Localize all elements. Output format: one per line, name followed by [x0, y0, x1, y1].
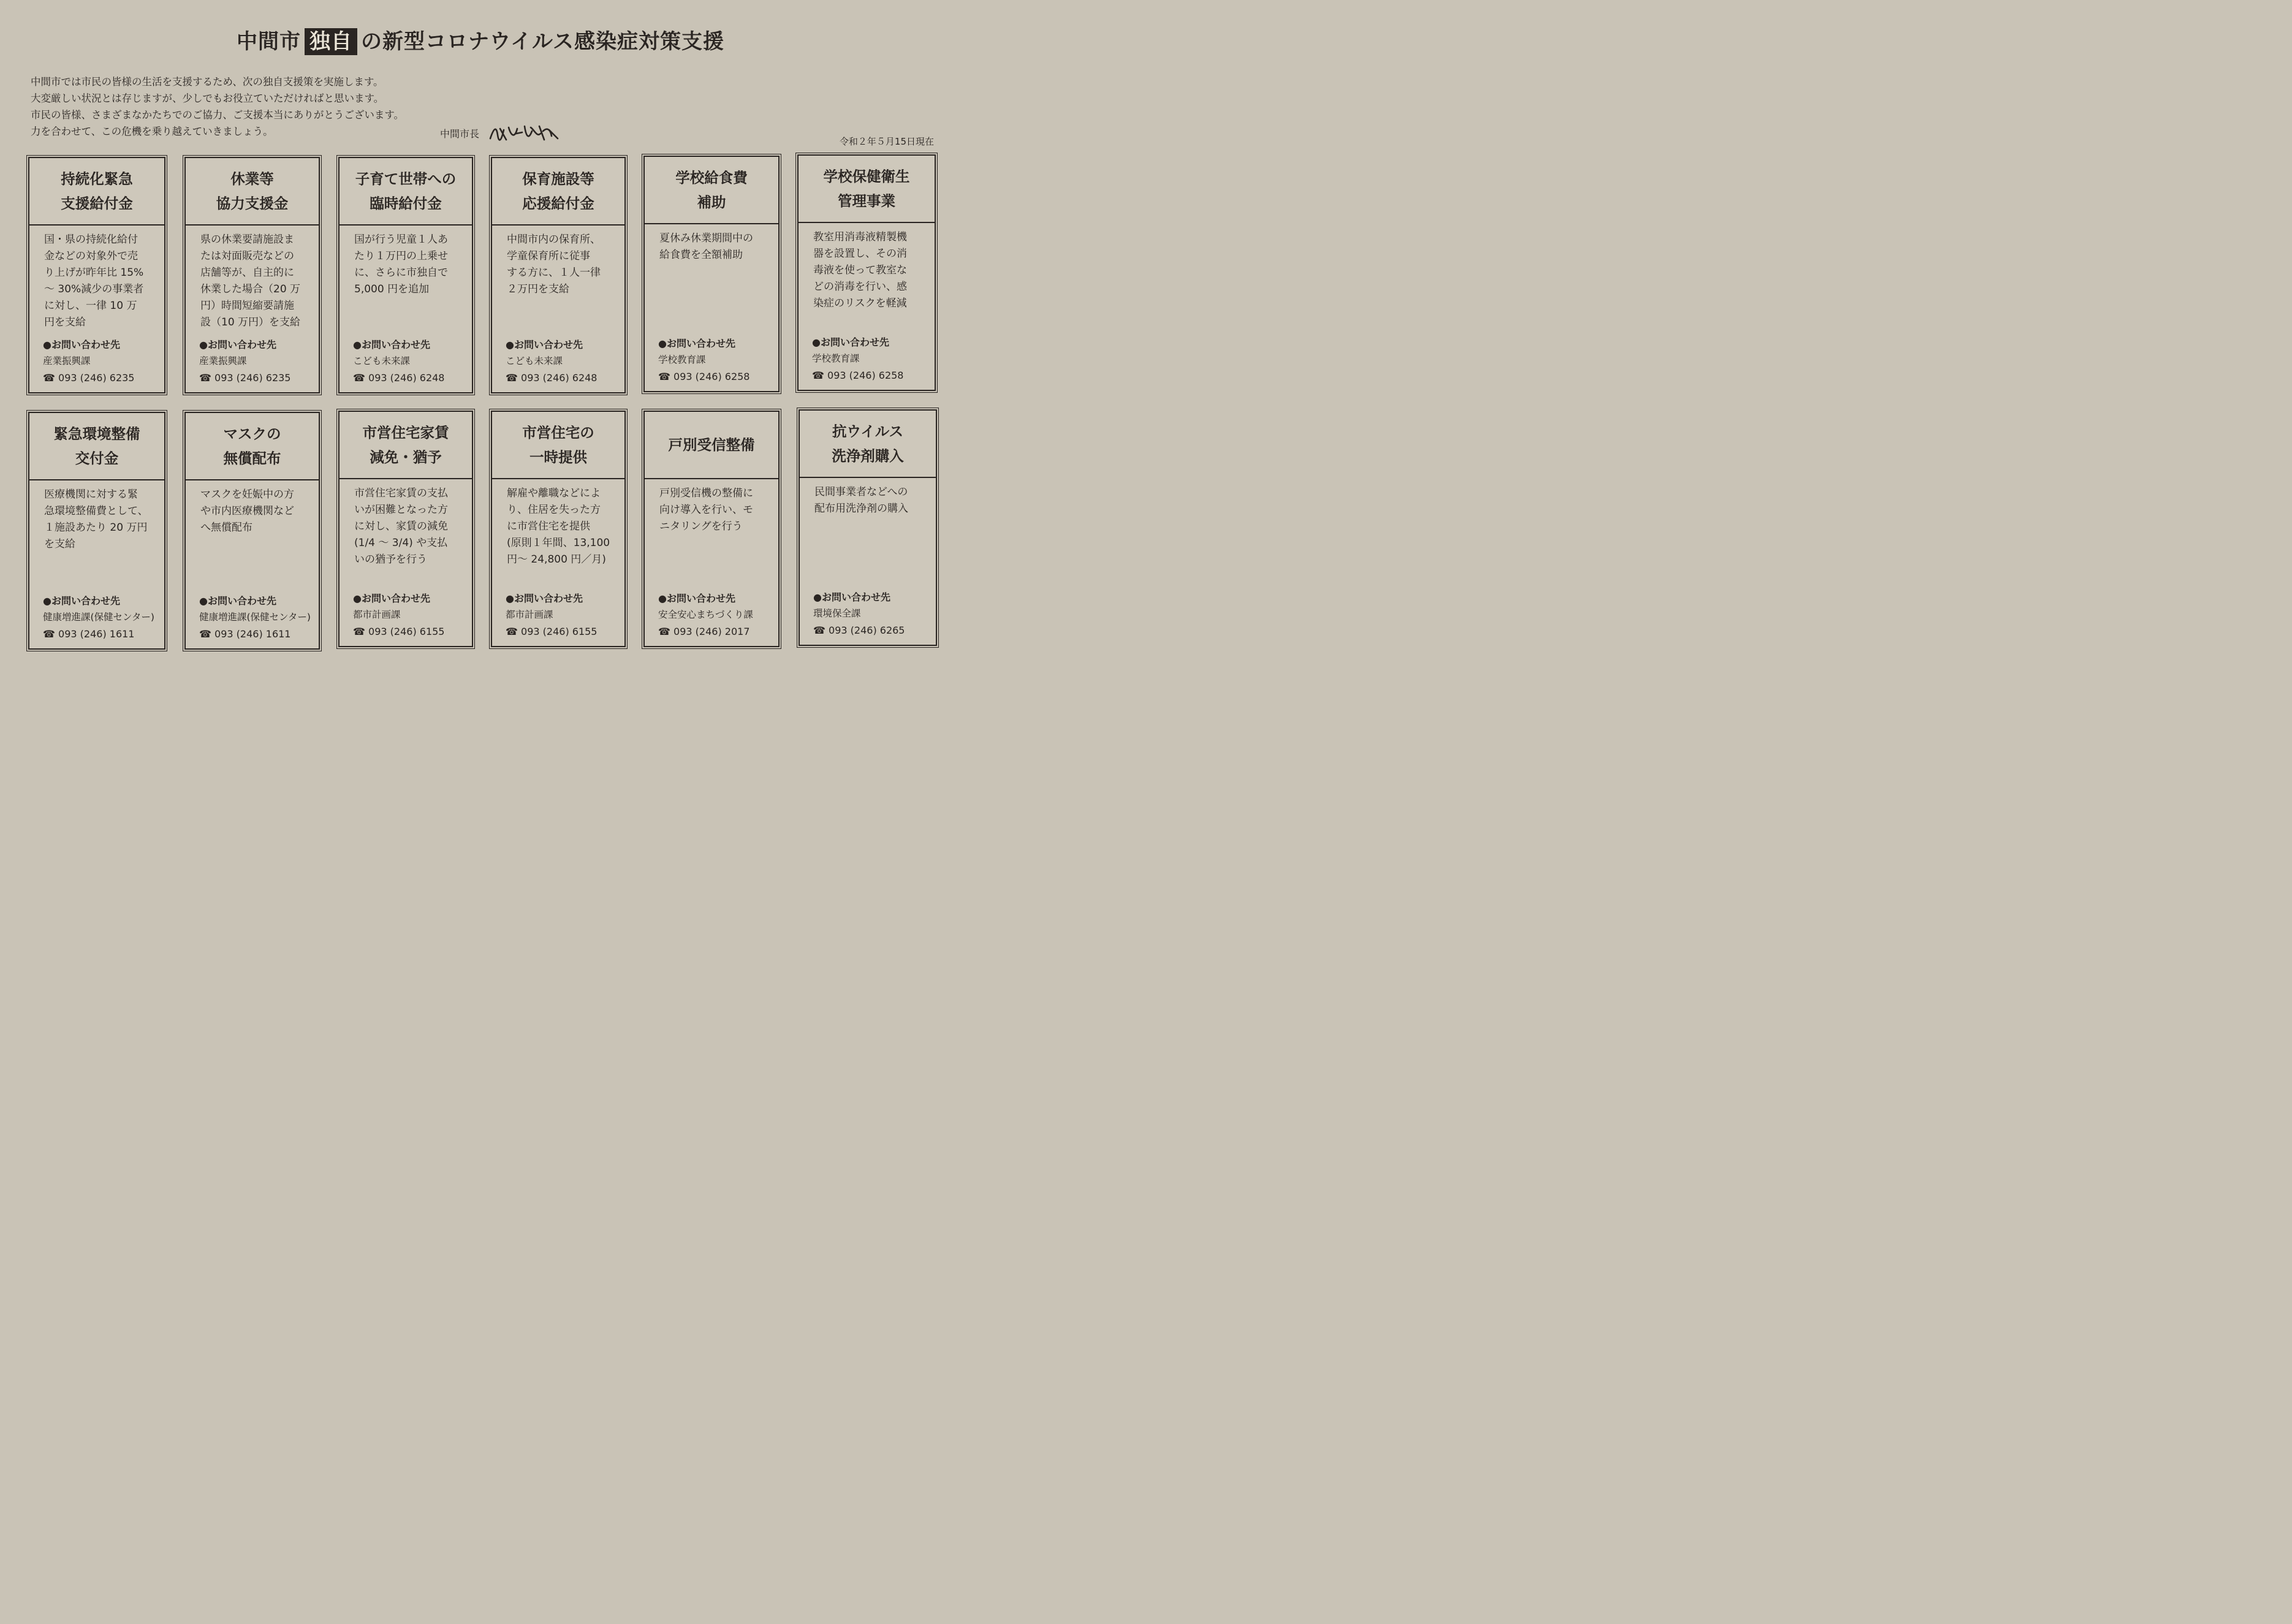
- card-title: 学校保健衛生 管理事業: [799, 156, 935, 223]
- contact-phone: [43, 370, 134, 386]
- contact-label: ●お問い合わせ先: [813, 591, 890, 603]
- contact-label: ●お問い合わせ先: [199, 339, 276, 351]
- phone-icon: ☎: [813, 624, 825, 636]
- support-card: [799, 409, 937, 646]
- contact-phone: [812, 367, 903, 384]
- as-of-date: 令和２年５月15日現在: [839, 136, 934, 147]
- phone-number: 093 (246) 6265: [829, 624, 905, 636]
- contact-label: ●お問い合わせ先: [353, 593, 430, 604]
- contact-phone: [353, 370, 444, 386]
- phone-icon: ☎: [658, 371, 670, 382]
- contact-department: 産業振興課: [43, 355, 91, 366]
- card-contact: [199, 593, 311, 642]
- contact-department: こども未来課: [506, 355, 563, 366]
- phone-icon: ☎: [43, 372, 55, 384]
- phone-number: 093 (246) 6155: [368, 626, 445, 637]
- phone-number: 093 (246) 6248: [521, 372, 598, 384]
- card-description: 県の休業要請施設ま たは対面販売などの 店舗等が、自主的に 休業した場合（20 万 円）時間短縮要請施 設（10 万円）を支給: [200, 233, 301, 328]
- phone-icon: ☎: [506, 626, 518, 637]
- contact-label: ●お問い合わせ先: [506, 593, 583, 604]
- contact-department: 学校教育課: [658, 354, 706, 365]
- phone-number: 093 (246) 6235: [58, 372, 135, 384]
- contact-department: 健康増進課(保健センター): [43, 612, 154, 623]
- support-card: [338, 157, 473, 393]
- card-contact: [353, 336, 444, 386]
- contact-department: こども未来課: [353, 355, 411, 366]
- title-suffix: の新型コロナウイルス感染症対策支援: [361, 29, 724, 54]
- phone-number: 093 (246) 6248: [368, 372, 445, 384]
- card-description: 国・県の持続化給付 金などの対象外で売 り上げが昨年比 15% ～ 30%減少の事業者 に対し、一律 10 万 円を支給: [44, 233, 144, 328]
- contact-label: ●お問い合わせ先: [199, 595, 276, 607]
- intro-message: [31, 74, 404, 140]
- card-contact: [813, 589, 905, 639]
- contact-phone: [506, 370, 597, 386]
- phone-number: 093 (246) 1611: [214, 628, 291, 640]
- phone-icon: ☎: [812, 370, 824, 381]
- contact-label: ●お問い合わせ先: [812, 336, 889, 348]
- card-title: 保育施設等 応援給付金: [492, 158, 624, 226]
- contact-label: ●お問い合わせ先: [506, 339, 583, 351]
- phone-icon: ☎: [199, 628, 211, 640]
- card-title: 学校給食費 補助: [645, 157, 778, 224]
- card-contact: [43, 593, 154, 642]
- card-contact: [353, 590, 444, 640]
- card-contact: [43, 336, 134, 386]
- card-title: 市営住宅家賃 減免・猶予: [340, 412, 472, 479]
- phone-icon: ☎: [658, 626, 670, 637]
- card-description: 医療機関に対する緊 急環境整備費として、 １施設あたり 20 万円 を支給: [44, 488, 148, 550]
- card-description: 夏休み休業期間中の 給食費を全額補助: [659, 232, 753, 261]
- card-description: 教室用消毒液精製機 器を設置し、その消 毒液を使って教室な どの消毒を行い、感 染症のリスクを軽減: [813, 231, 907, 309]
- mayor-signature-block: [440, 123, 560, 143]
- signature-image: [488, 123, 560, 143]
- contact-phone: [658, 623, 753, 640]
- contact-label: ●お問い合わせ先: [43, 339, 120, 351]
- card-title: 緊急環境整備 交付金: [29, 413, 164, 480]
- contact-phone: [43, 626, 154, 642]
- card-contact: [812, 334, 903, 384]
- card-title: 戸別受信整備: [645, 412, 778, 479]
- intro-line: 市民の皆様、さまざまなかたちでのご協力、ご支援本当にありがとうございます。: [31, 109, 404, 121]
- contact-department: 健康増進課(保健センター): [199, 612, 311, 623]
- intro-line: 中間市では市民の皆様の生活を支援するため、次の独自支援策を実施します。: [31, 76, 384, 88]
- contact-phone: [813, 622, 905, 639]
- card-contact: [199, 336, 290, 386]
- card-contact: [506, 336, 597, 386]
- contact-phone: [658, 368, 749, 385]
- contact-label: ●お問い合わせ先: [658, 593, 735, 604]
- support-card: [491, 157, 626, 393]
- card-description: マスクを妊娠中の方 や市内医療機関など へ無償配布: [200, 488, 294, 534]
- card-title: 休業等 協力支援金: [186, 158, 319, 226]
- intro-line: 力を合わせて、この危機を乗り越えていきましょう。: [31, 126, 273, 137]
- support-card: [338, 411, 473, 647]
- contact-label: ●お問い合わせ先: [43, 595, 120, 607]
- contact-department: 学校教育課: [812, 353, 860, 364]
- phone-number: 093 (246) 6258: [674, 371, 750, 382]
- support-card: [28, 157, 165, 393]
- mayor-label: 中間市長: [440, 127, 480, 140]
- contact-department: 安全安心まちづくり課: [658, 609, 753, 620]
- support-card: [491, 411, 626, 647]
- phone-number: 093 (246) 6258: [827, 370, 904, 381]
- contact-phone: [353, 623, 444, 640]
- contact-phone: [199, 626, 311, 642]
- phone-number: 093 (246) 2017: [674, 626, 750, 637]
- phone-icon: ☎: [353, 372, 365, 384]
- contact-department: 産業振興課: [199, 355, 247, 366]
- card-contact: [658, 590, 753, 640]
- support-card: [184, 157, 320, 393]
- card-description: 民間事業者などへの 配布用洗浄剤の購入: [814, 486, 908, 515]
- support-card: [797, 154, 936, 391]
- contact-department: 環境保全課: [813, 608, 861, 619]
- phone-icon: ☎: [353, 626, 365, 637]
- card-description: 中間市内の保育所、 学童保育所に従事 する方に、１人一律 ２万円を支給: [507, 233, 601, 295]
- contact-label: ●お問い合わせ先: [658, 338, 735, 349]
- card-title: マスクの 無償配布: [186, 413, 319, 480]
- page-title: [0, 25, 961, 55]
- phone-number: 093 (246) 6235: [214, 372, 291, 384]
- card-description: 解雇や離職などによ り、住居を失った方 に市営住宅を提供 (原則１年間、13,100 円～ 24,800 円／月): [507, 487, 610, 566]
- card-description: 戸別受信機の整備に 向け導入を行い、モ ニタリングを行う: [659, 487, 753, 533]
- title-highlight: 独自: [305, 28, 357, 55]
- contact-phone: [199, 370, 290, 386]
- contact-department: 都市計画課: [506, 609, 553, 620]
- card-title: 子育て世帯への 臨時給付金: [340, 158, 472, 226]
- card-description: 市営住宅家賃の支払 いが困難となった方 に対し、家賃の減免 (1/4 ～ 3/4) や支払 いの猶予を行う: [354, 487, 448, 566]
- support-card: [643, 156, 780, 392]
- phone-icon: ☎: [506, 372, 518, 384]
- support-card: [643, 411, 780, 647]
- title-prefix: 中間市: [237, 29, 302, 54]
- phone-number: 093 (246) 1611: [58, 628, 135, 640]
- card-description: 国が行う児童１人あ たり１万円の上乗せ に、さらに市独自で 5,000 円を追加: [354, 233, 448, 295]
- card-title: 抗ウイルス 洗浄剤購入: [800, 411, 936, 478]
- card-title: 市営住宅の 一時提供: [492, 412, 624, 479]
- card-contact: [506, 590, 597, 640]
- card-contact: [658, 335, 749, 385]
- contact-phone: [506, 623, 597, 640]
- card-title: 持続化緊急 支援給付金: [29, 158, 164, 226]
- intro-line: 大変厳しい状況とは存じますが、少しでもお役立ていただければと思います。: [31, 93, 384, 104]
- phone-icon: ☎: [43, 628, 55, 640]
- contact-label: ●お問い合わせ先: [353, 339, 430, 351]
- phone-icon: ☎: [199, 372, 211, 384]
- phone-number: 093 (246) 6155: [521, 626, 598, 637]
- support-card: [184, 412, 320, 650]
- support-card: [28, 412, 165, 650]
- contact-department: 都市計画課: [353, 609, 401, 620]
